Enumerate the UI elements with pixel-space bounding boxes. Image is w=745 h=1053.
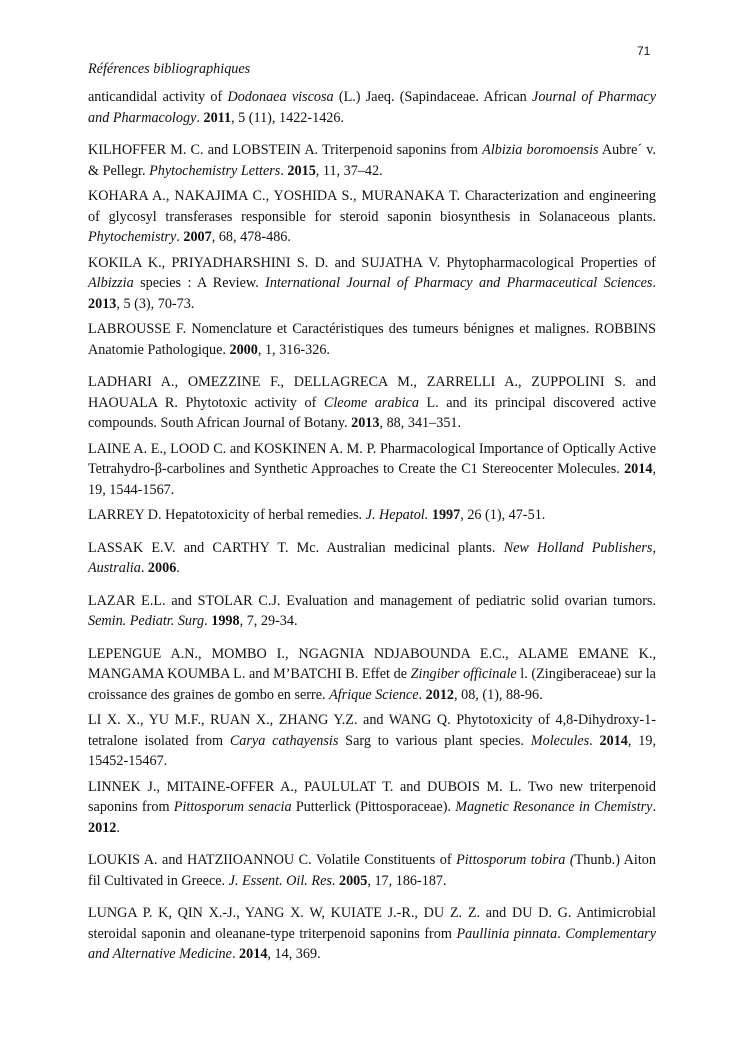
reference-text: LARREY D. Hepatotoxicity of herbal remedies.	[88, 507, 366, 523]
reference-text: LUNGA P. K, QIN X.-J., YANG X. W, KUIATE J.-R., DU Z. Z. and DU D. G. Antimicrobial steroidal saponin and oleanane-type triterpenoid saponins from	[88, 905, 656, 942]
reference-entry	[88, 591, 656, 632]
reference-text: LAZAR E.L. and STOLAR C.J. Evaluation and management of pediatric solid ovarian tumors.	[88, 592, 656, 609]
italic-text: Molecules	[530, 732, 590, 749]
year-text: 2000	[229, 341, 258, 358]
reference-entry	[88, 253, 656, 315]
italic-text: Magnetic Resonance in Chemistry	[455, 799, 653, 815]
reference-text: LOUKIS A. and HATZIIOANNOU C. Volatile Constituents of	[88, 852, 457, 868]
reference-text: LINNEK J., MITAINE-OFFER A., PAULULAT T. and DUBOIS M. L. Two new triterpenoid saponins from	[88, 778, 656, 815]
year-text: 2007	[183, 229, 212, 245]
year-text: 2014	[599, 732, 628, 749]
reference-text: , 08, (1), 88-96.	[454, 686, 543, 703]
year-text: 2014	[239, 946, 268, 962]
reference-text: Sarg to various plant species.	[338, 732, 531, 749]
reference-list	[88, 87, 656, 965]
reference-text: , 11, 37–42.	[315, 162, 383, 179]
italic-text: Albizia boromoensis	[482, 142, 599, 158]
italic-text: Complementary and Alternative Medicine	[88, 925, 656, 962]
reference-text: , 17, 186-187.	[367, 872, 447, 889]
reference-text: KOHARA A., NAKAJIMA C., YOSHIDA S., MURANAKA T. Characterization and engineering of glycosyl transferases responsible for steroid saponin biosynthesis in Solanaceous plants.	[88, 188, 656, 225]
reference-text: , 5 (11), 1422-1426.	[231, 109, 345, 126]
reference-text: Putterlick (Pittosporaceae).	[291, 799, 456, 815]
reference-entry	[88, 538, 656, 579]
reference-text: , 14, 369.	[267, 946, 321, 962]
reference-entry	[88, 903, 656, 965]
reference-text: .	[589, 732, 600, 749]
reference-entry	[88, 319, 656, 360]
reference-text: l. (Zingiberaceae) sur la croissance des graines de gombo en serre.	[88, 666, 656, 703]
year-text: 2014	[624, 461, 653, 477]
reference-entry	[88, 850, 656, 891]
reference-text: LABROUSSE F. Nomenclature et Caractéristiques des tumeurs bénignes et malignes. ROBBINS Anatomie Pathologique.	[88, 321, 656, 358]
reference-text: .	[652, 799, 656, 815]
reference-text: LAINE A. E., LOOD C. and KOSKINEN A. M. P. Pharmacological Importance of Optically Active Tetrahydro-β-carbolines and Synthetic Approaches to Create the C1 Stereocenter Molecules.	[88, 440, 656, 477]
reference-text: , 1, 316-326.	[257, 341, 330, 358]
reference-entry	[88, 140, 656, 181]
italic-text: J. Hepatol.	[365, 507, 429, 523]
reference-entry	[88, 372, 656, 434]
italic-text: Dodonaea viscosa	[227, 89, 334, 105]
reference-text: KOKILA K., PRIYADHARSHINI S. D. and SUJATHA V. Phytopharmacological Properties of	[88, 254, 656, 271]
reference-text: .	[116, 819, 120, 836]
italic-text: Carya cathayensis	[229, 732, 339, 749]
italic-text: Zingiber officinale	[410, 666, 517, 682]
italic-text: Pittosporum senacia	[173, 799, 292, 815]
reference-entry	[88, 186, 656, 248]
reference-text: , 26 (1), 47-51.	[460, 507, 546, 523]
reference-text: , 68, 478-486.	[211, 229, 291, 245]
reference-text: .	[176, 560, 180, 576]
reference-text: .	[196, 109, 204, 126]
reference-text: species : A Review.	[133, 275, 266, 291]
year-text: 1997	[431, 507, 461, 523]
reference-text: LEPENGUE A.N., MOMBO I., NGAGNIA NDJABOUNDA E.C., ALAME EMANE K., MANGAMA KOUMBA L. and M’BATCHI B. Effet de	[88, 645, 656, 682]
reference-text: LI X. X., YU M.F., RUAN X., ZHANG Y.Z. and WANG Q. Phytotoxicity of 4,8-Dihydroxy-1-tetralone isolated from	[88, 712, 656, 749]
reference-text: , 19, 15452-15467.	[88, 732, 656, 769]
reference-text: , 5 (3), 70-73.	[116, 295, 195, 312]
reference-text: Thunb.) Aiton fil Cultivated in Greece.	[88, 852, 656, 889]
reference-text: .	[176, 229, 184, 245]
italic-text: Phytochemistry	[88, 229, 177, 245]
year-text: 2015	[287, 162, 316, 179]
italic-text: Phytochemistry Letters	[149, 162, 281, 179]
italic-text: New Holland Publishers, Australia	[88, 539, 656, 576]
year-text: 2005	[338, 872, 368, 889]
reference-text: .	[418, 686, 426, 703]
year-text: 2012	[88, 819, 117, 836]
reference-text: LADHARI A., OMEZZINE F., DELLAGRECA M., ZARRELLI A., ZUPPOLINI S. and HAOUALA R. Phytotoxic activity of	[88, 374, 656, 411]
reference-entry	[88, 710, 656, 772]
year-text: 2013	[88, 295, 117, 312]
italic-text: Paullinia pinnata	[456, 925, 558, 942]
reference-entry	[88, 644, 656, 706]
reference-text: .	[331, 872, 339, 889]
year-text: 2012	[425, 686, 454, 703]
reference-text: , 7, 29-34.	[239, 613, 298, 629]
italic-text: Semin. Pediatr. Surg	[88, 613, 205, 629]
year-text: 2011	[203, 109, 232, 126]
italic-text: J. Essent. Oil. Res	[228, 872, 332, 889]
reference-text: .	[204, 613, 212, 629]
year-text: 2006	[147, 560, 177, 576]
reference-text: , 88, 341–351.	[379, 415, 462, 431]
italic-text: Cleome arabica	[323, 394, 419, 411]
italic-text: Journal of Pharmacy and Pharmacology	[88, 89, 657, 126]
reference-text: .	[652, 275, 656, 291]
italic-text: Afrique Science	[329, 686, 419, 703]
italic-text: Albizzia	[88, 275, 134, 291]
reference-text: .	[231, 946, 240, 962]
reference-text: L. and its principal discovered active compounds. South African Journal of Botany.	[88, 394, 656, 431]
reference-text: anticandidal activity of	[88, 89, 228, 105]
year-text: 2013	[351, 415, 380, 431]
italic-text: International Journal of Pharmacy and Pharmaceutical Sciences	[265, 275, 653, 291]
reference-entry	[88, 505, 656, 526]
reference-text: (L.) Jaeq. (Sapindaceae. African	[333, 89, 533, 105]
year-text: 1998	[211, 613, 240, 629]
reference-text: .	[140, 560, 148, 576]
reference-text: .	[557, 925, 566, 942]
reference-text: LASSAK E.V. and CARTHY T. Mc. Australian medicinal plants.	[88, 539, 504, 556]
reference-text: .	[280, 162, 288, 179]
reference-entry	[88, 439, 656, 501]
reference-text: , 19, 1544-1567.	[88, 461, 656, 498]
reference-entry	[88, 777, 656, 839]
reference-text: Aubre´ v. & Pellegr.	[88, 142, 656, 179]
running-header: Références bibliographiques	[88, 61, 251, 77]
reference-entry	[88, 87, 656, 128]
italic-text: Pittosporum tobira (	[456, 852, 575, 868]
page-number: 71	[637, 44, 651, 58]
reference-text: KILHOFFER M. C. and LOBSTEIN A. Triterpenoid saponins from	[88, 142, 483, 158]
